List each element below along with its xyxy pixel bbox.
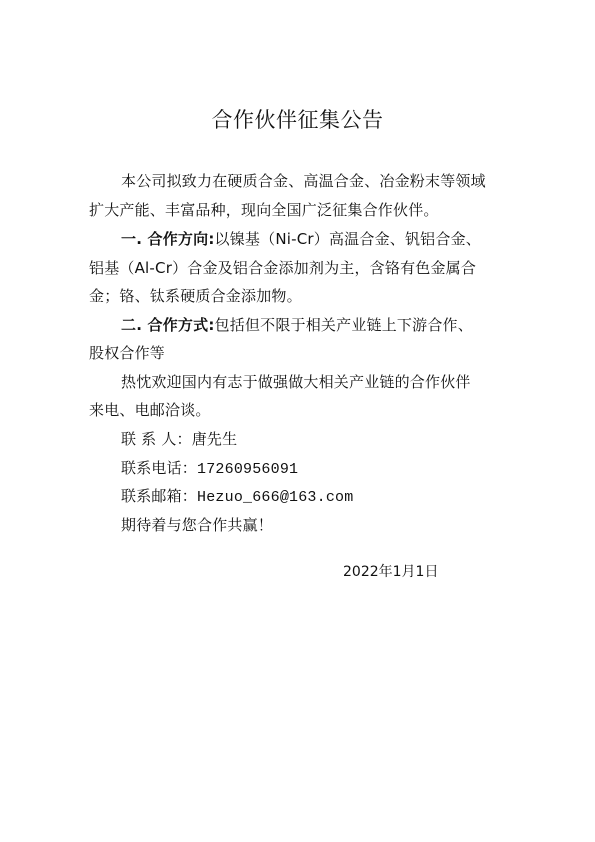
welcome-line-1: 热忱欢迎国内有志于做强做大相关产业链的合作伙伴 xyxy=(121,373,471,391)
contact-phone-row xyxy=(121,458,298,480)
direction-paragraph-line-1 xyxy=(121,229,481,249)
document-title: 合作伙伴征集公告 xyxy=(211,108,384,132)
direction-heading: 一. 合作方向: xyxy=(121,230,215,248)
intro-line-2: 扩大产能、丰富品种，现向全国广泛征集合作伙伴。 xyxy=(89,201,439,219)
contact-phone-label: 联系电话： xyxy=(121,459,198,477)
method-paragraph-line-1 xyxy=(121,315,473,335)
intro-line-1: 本公司拟致力在硬质合金、高温合金、冶金粉末等领域 xyxy=(121,172,486,190)
contact-person: 联 系 人：唐先生 xyxy=(121,430,238,448)
method-text-1: 包括但不限于相关产业链上下游合作、 xyxy=(214,316,473,334)
contact-email-label: 联系邮箱： xyxy=(121,487,198,505)
contact-phone-value: 17260956091 xyxy=(197,461,299,478)
welcome-line-2: 来电、电邮洽谈。 xyxy=(89,401,211,419)
direction-line-2: 铝基（Al-Cr）合金及铝合金添加剂为主，含铬有色金属合 xyxy=(89,259,477,277)
method-heading: 二. 合作方式: xyxy=(121,316,215,334)
closing-line: 期待着与您合作共赢！ xyxy=(121,516,274,534)
document-date: 2022年1月1日 xyxy=(343,564,439,580)
direction-text-1: 以镍基（Ni-Cr）高温合金、钒铝合金、 xyxy=(214,230,481,248)
contact-email-row xyxy=(121,486,353,508)
method-line-2: 股权合作等 xyxy=(89,344,166,362)
contact-email-value: Hezuo_666@163.com xyxy=(197,489,354,506)
direction-line-3: 金；铬、钛系硬质合金添加物。 xyxy=(89,287,302,305)
